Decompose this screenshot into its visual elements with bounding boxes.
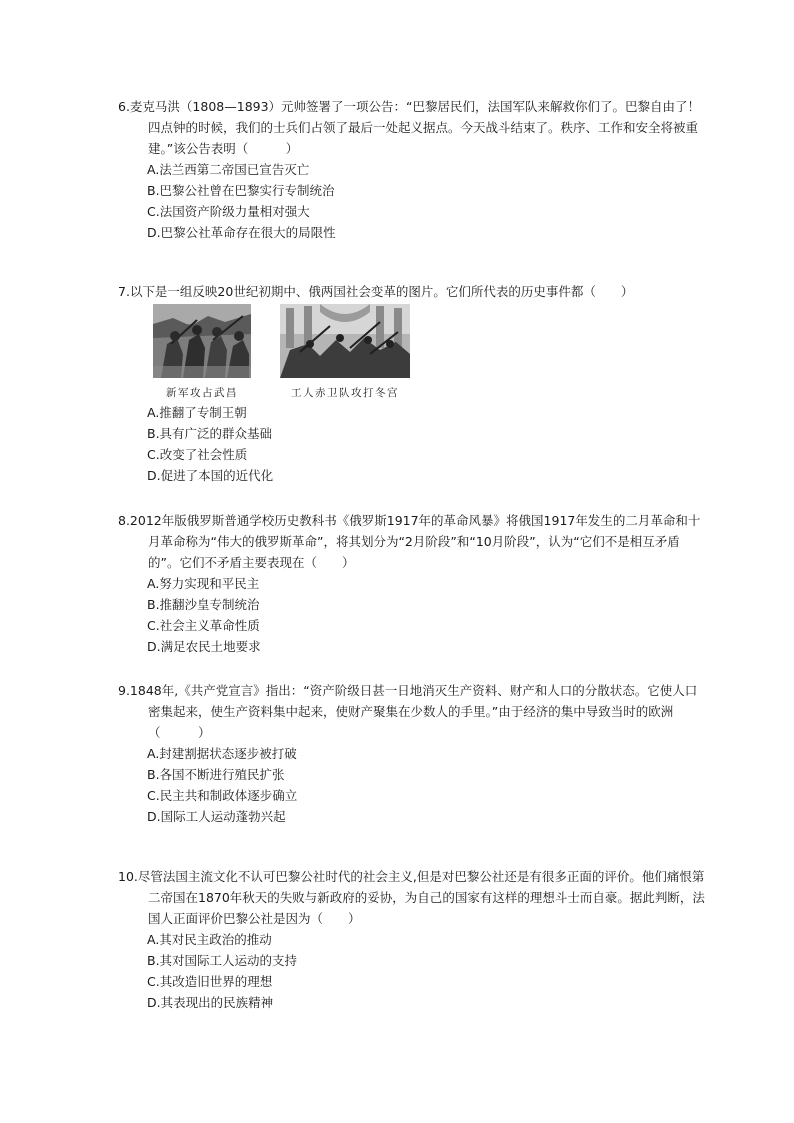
question-stem: 6.麦克马洪（1808—1893）元帅签署了一项公告：“巴黎居民们，法国军队来解救你们了。巴黎自由了！四点钟的时候，我们的士兵们占领了最后一处起义据点。今天战斗结束了。秩序、工作和安全将被重建。”该公告表明（ ）	[118, 99, 701, 156]
option-list	[118, 573, 708, 657]
option-d: D.巴黎公社革命存在很大的局限性	[147, 225, 336, 240]
question-7	[118, 281, 708, 486]
option-list	[118, 159, 708, 243]
option-b: B.巴黎公社曾在巴黎实行专制统治	[147, 183, 335, 198]
question-6	[118, 96, 708, 243]
question-stem: 8.2012年版俄罗斯普通学校历史教科书《俄罗斯1917年的革命风暴》将俄国1917年发生的二月革命和十月革命称为“伟大的俄罗斯革命”，将其划分为“2月阶段”和“10月阶段”，认为“它们不是相互矛盾的”。它们不矛盾主要表现在（ ）	[118, 513, 701, 570]
option-a: A.推翻了专制王朝	[147, 405, 247, 420]
question-stem: 9.1848年,《共产党宣言》指出：“资产阶级日甚一日地消灭生产资料、财产和人口的分散状态。它使人口密集起来，使生产资料集中起来，使财产聚集在少数人的手里。”由于经济的集中导致当时的欧洲（ ）	[118, 683, 698, 740]
question-10	[118, 866, 708, 1013]
option-c: C.改变了社会性质	[147, 447, 248, 462]
option-d: D.满足农民土地要求	[147, 639, 261, 654]
question-stem: 10.尽管法国主流文化不认可巴黎公社时代的社会主义,但是对巴黎公社还是有很多正面的评价。他们痛恨第二帝国在1870年秋天的失败与新政府的妥协，为自己的国家有这样的理想斗士而自豪。据此判断，法国人正面评价巴黎公社是因为（ ）	[118, 869, 705, 926]
figure-row	[153, 304, 708, 400]
option-a: A.法兰西第二帝国已宣告灭亡	[147, 162, 310, 177]
question-stem: 7.以下是一组反映20世纪初期中、俄两国社会变革的图片。它们所代表的历史事件都（ ）	[118, 284, 634, 299]
option-b: B.具有广泛的群众基础	[147, 426, 273, 441]
option-c: C.民主共和制政体逐步确立	[147, 788, 298, 803]
figure-caption: 新军攻占武昌	[166, 387, 238, 399]
option-list	[118, 929, 708, 1013]
option-a: A.其对民主政治的推动	[147, 932, 272, 947]
figure-caption: 工人赤卫队攻打冬宫	[291, 387, 399, 399]
figure-winter-palace	[280, 304, 410, 399]
option-a: A.努力实现和平民主	[147, 576, 260, 591]
option-d: D.国际工人运动蓬勃兴起	[147, 809, 286, 824]
option-c: C.社会主义革命性质	[147, 618, 260, 633]
option-b: B.各国不断进行殖民扩张	[147, 767, 285, 782]
option-c: C.法国资产阶级力量相对强大	[147, 204, 310, 219]
option-list	[118, 743, 708, 827]
option-b: B.其对国际工人运动的支持	[147, 953, 298, 968]
option-c: C.其改造旧世界的理想	[147, 974, 273, 989]
wuchang-uprising-image	[153, 304, 251, 378]
option-a: A.封建割据状态逐步被打破	[147, 746, 297, 761]
figure-wuchang	[153, 304, 251, 399]
option-d: D.其表现出的民族精神	[147, 995, 274, 1010]
option-b: B.推翻沙皇专制统治	[147, 597, 260, 612]
question-8	[118, 510, 708, 657]
winter-palace-image	[280, 304, 410, 378]
option-d: D.促进了本国的近代化	[147, 468, 274, 483]
question-9	[118, 680, 708, 827]
option-list	[118, 402, 708, 486]
